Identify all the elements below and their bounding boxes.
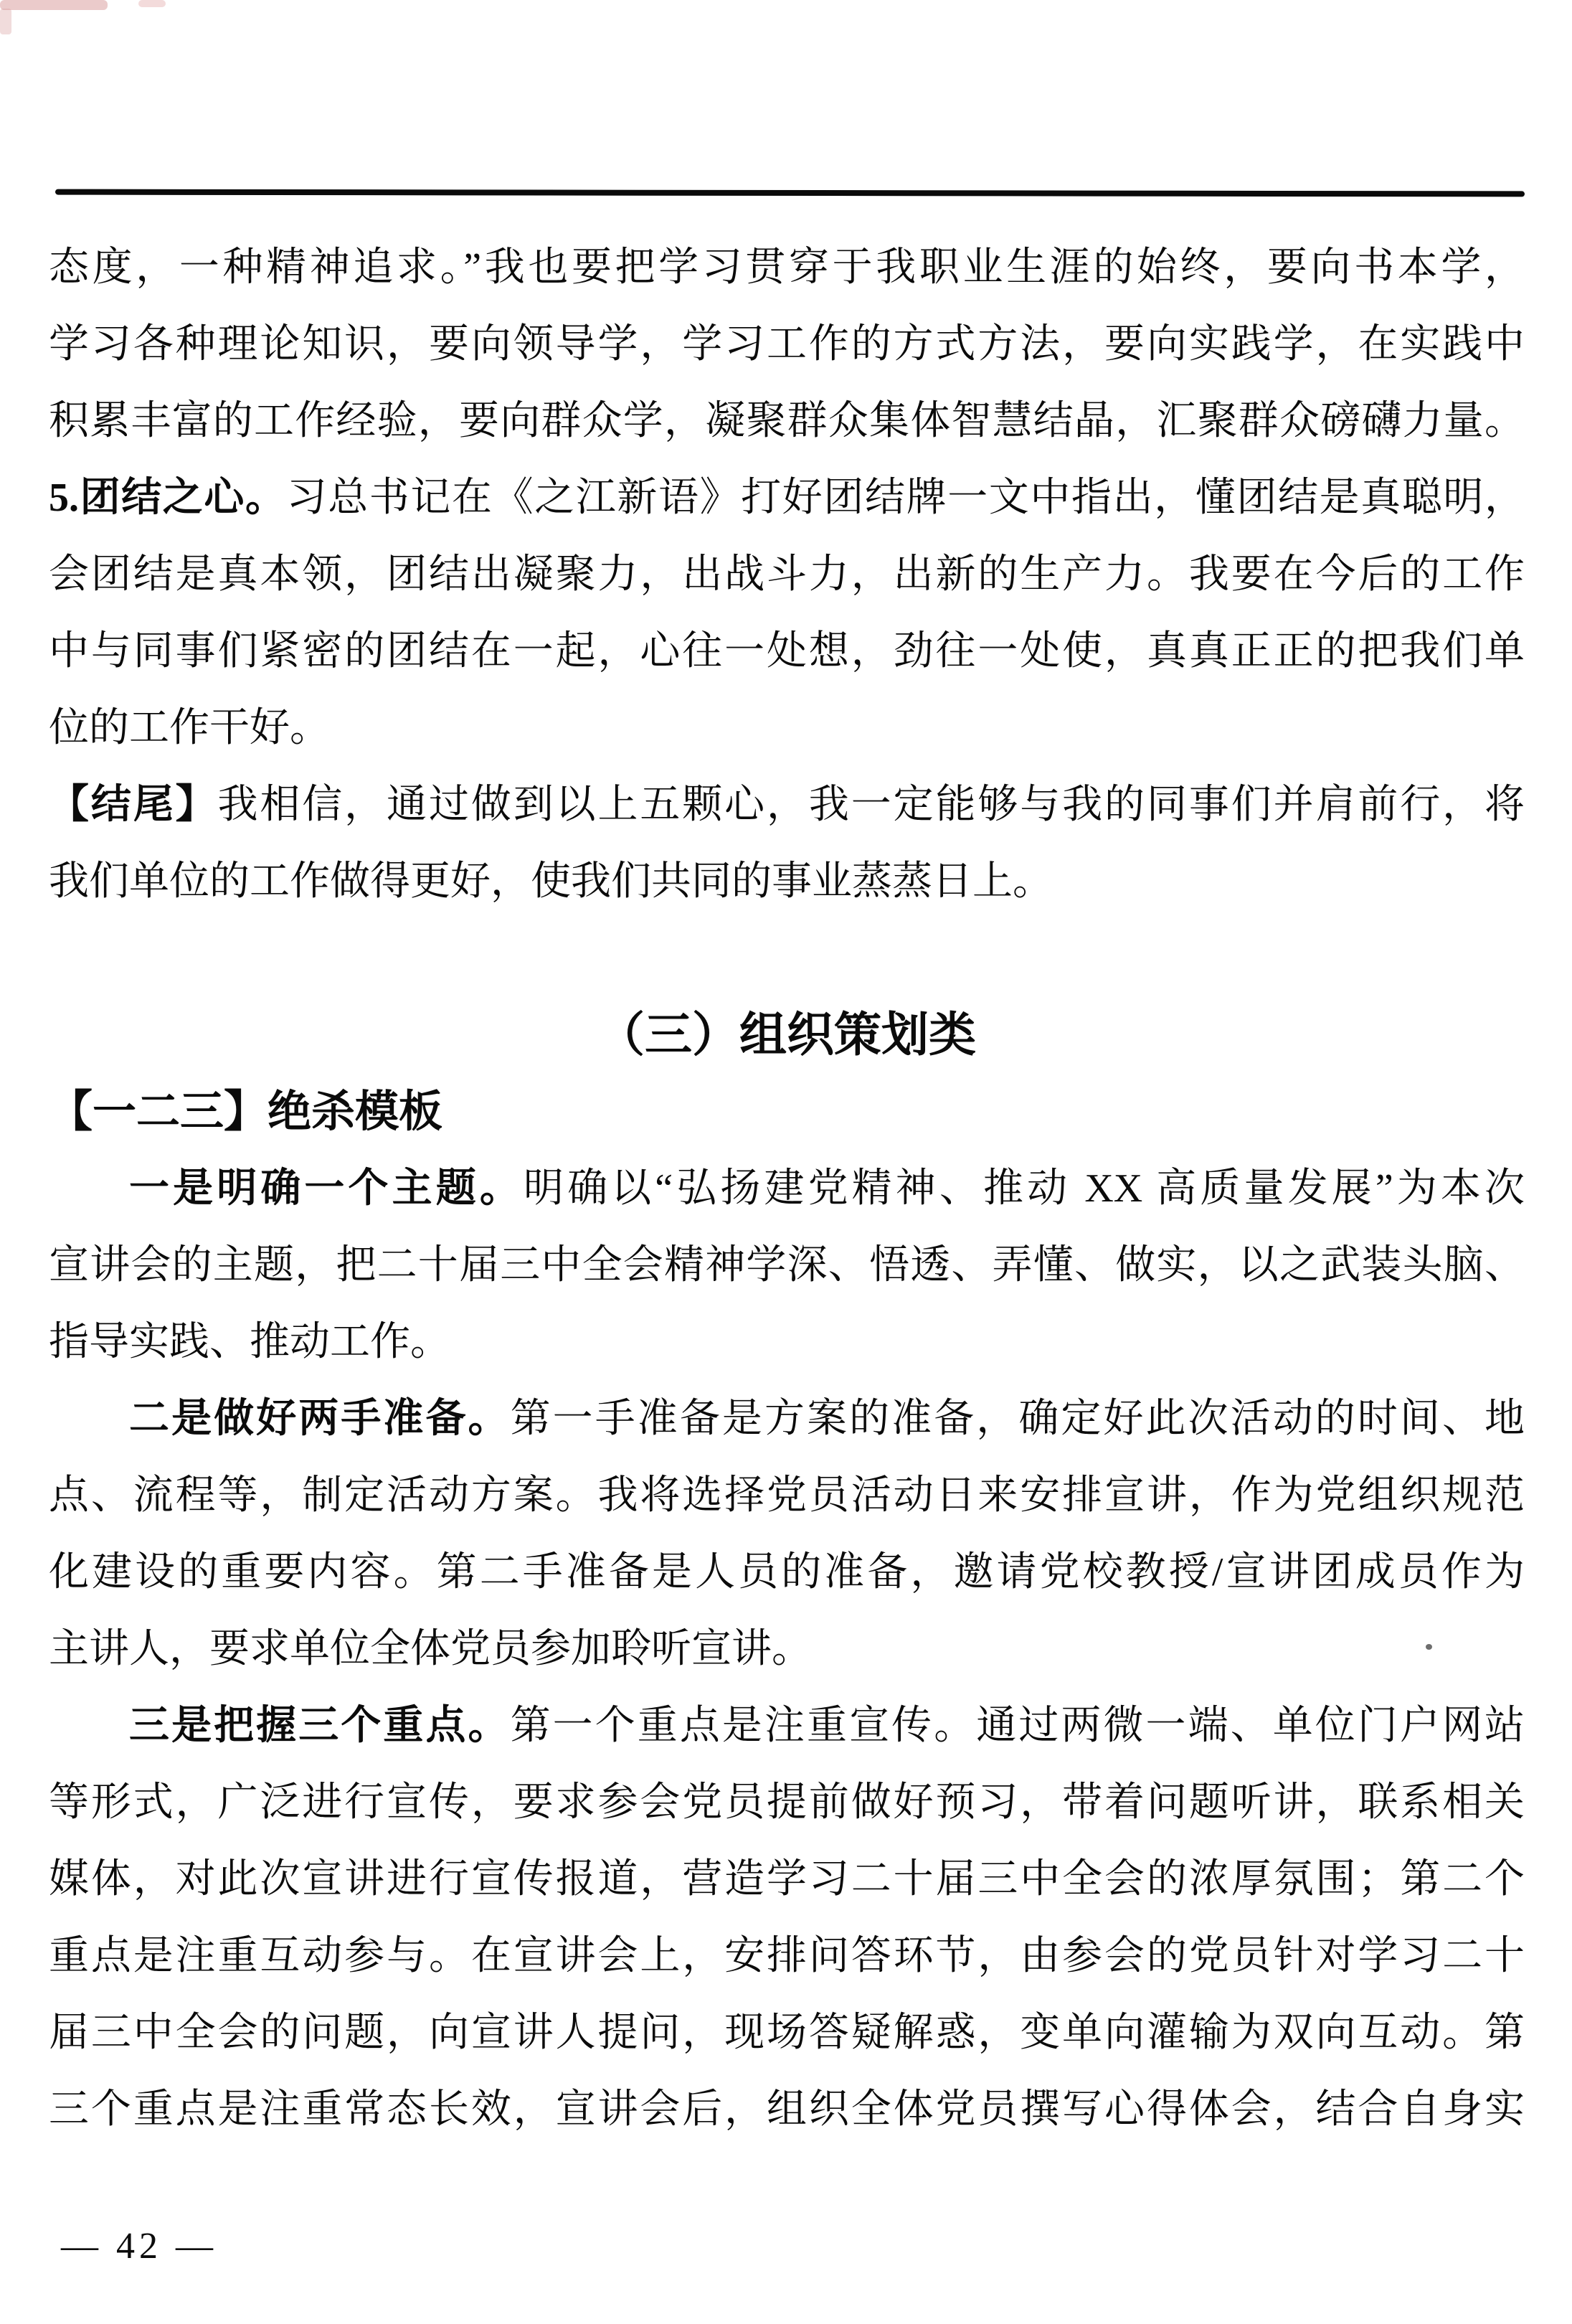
text-line <box>49 230 1525 306</box>
text-line <box>49 1841 1525 1918</box>
text-line <box>49 1381 1525 1458</box>
text-segment: 第一手准备是方案的准备，确定好此次活动的时间、地 <box>510 1397 1525 1441</box>
header-rule <box>55 189 1525 197</box>
text-segment: 指导实践、推动工作。 <box>49 1320 450 1364</box>
text-segment: 态度，一种精神追求。”我也要把学习贯穿于我职业生涯的始终，要向书本学， <box>49 245 1525 290</box>
blank-line <box>49 920 1525 997</box>
scan-speck <box>1426 1644 1432 1650</box>
text-line <box>49 1688 1525 1765</box>
bold-text-segment: 一是明确一个主题。 <box>129 1166 524 1211</box>
bold-text-segment: 【一二三】绝杀模板 <box>49 1088 443 1136</box>
text-segment: 主讲人，要求单位全体党员参加聆听宣讲。 <box>49 1627 812 1671</box>
text-segment: 我们单位的工作做得更好，使我们共同的事业蒸蒸日上。 <box>49 859 1053 904</box>
text-segment: 学习各种理论知识，要向领导学，学习工作的方式方法，要向实践学，在实践中 <box>49 322 1525 367</box>
text-line <box>49 613 1525 690</box>
bold-text-segment: 【结尾】 <box>49 783 218 827</box>
text-line <box>49 1995 1525 2072</box>
text-line <box>49 844 1525 920</box>
text-segment: 中与同事们紧密的团结在一起，心往一处想，劲往一处使，真真正正的把我们单 <box>49 629 1525 674</box>
text-segment: 重点是注重互动参与。在宣讲会上，安排问答环节，由参会的党员针对学习二十 <box>49 1934 1525 1978</box>
text-segment: 点、流程等，制定活动方案。我将选择党员活动日来安排宣讲，作为党组织规范 <box>49 1473 1525 1518</box>
text-segment: 会团结是真本领，团结出凝聚力，出战斗力，出新的生产力。我要在今后的工作 <box>49 552 1525 597</box>
text-segment: 化建设的重要内容。第二手准备是人员的准备，邀请党校教授/宣讲团成员作为 <box>49 1550 1525 1595</box>
text-line <box>49 383 1525 460</box>
text-segment: 三个重点是注重常态长效，宣讲会后，组织全体党员撰写心得体会，结合自身实 <box>49 2087 1525 2132</box>
text-line <box>49 460 1525 537</box>
text-line <box>49 1458 1525 1534</box>
bold-text-segment: 三是把握三个重点。 <box>129 1704 511 1748</box>
text-line <box>49 1918 1525 1995</box>
red-ink-mark <box>0 9 11 34</box>
text-line <box>49 306 1525 383</box>
text-line <box>49 1611 1525 1688</box>
text-block <box>49 230 1525 2148</box>
text-segment: 等形式，广泛进行宣传，要求参会党员提前做好预习，带着问题听讲，联系相关 <box>49 1780 1525 1825</box>
text-segment: 媒体，对此次宣讲进行宣传报道，营造学习二十届三中全会的浓厚氛围；第二个 <box>49 1857 1525 1902</box>
text-line <box>49 537 1525 613</box>
text-line <box>49 1227 1525 1304</box>
text-line <box>49 1765 1525 1841</box>
page-number: — 42 — <box>61 2226 217 2267</box>
text-line <box>49 2072 1525 2148</box>
red-ink-mark <box>138 0 166 7</box>
text-segment: 位的工作干好。 <box>49 706 330 750</box>
text-segment: 届三中全会的问题，向宣讲人提问，现场答疑解惑，变单向灌输为双向互动。第 <box>49 2011 1525 2055</box>
text-line <box>49 690 1525 767</box>
text-line <box>49 1151 1525 1227</box>
text-segment: 积累丰富的工作经验，要向群众学，凝聚群众集体智慧结晶，汇聚群众磅礴力量。 <box>49 399 1525 443</box>
subsection-heading <box>49 1074 1525 1151</box>
text-line <box>49 1534 1525 1611</box>
text-segment: 宣讲会的主题，把二十届三中全会精神学深、悟透、弄懂、做实，以之武装头脑、 <box>49 1243 1525 1288</box>
bold-text-segment: （三）组织策划类 <box>597 1009 976 1062</box>
text-segment: 明确以“弘扬建党精神、推动 XX 高质量发展”为本次 <box>523 1166 1525 1211</box>
text-segment: 习总书记在《之江新语》打好团结牌一文中指出，懂团结是真聪明， <box>286 476 1525 520</box>
section-heading <box>49 997 1525 1074</box>
text-segment: 我相信，通过做到以上五颗心，我一定能够与我的同事们并肩前行，将 <box>217 783 1525 827</box>
text-line <box>49 1304 1525 1381</box>
text-line <box>49 767 1525 844</box>
text-segment: 第一个重点是注重宣传。通过两微一端、单位门户网站 <box>510 1704 1525 1748</box>
bold-text-segment: 5.团结之心。 <box>49 476 287 520</box>
bold-text-segment: 二是做好两手准备。 <box>129 1397 511 1441</box>
red-ink-mark <box>0 0 108 10</box>
